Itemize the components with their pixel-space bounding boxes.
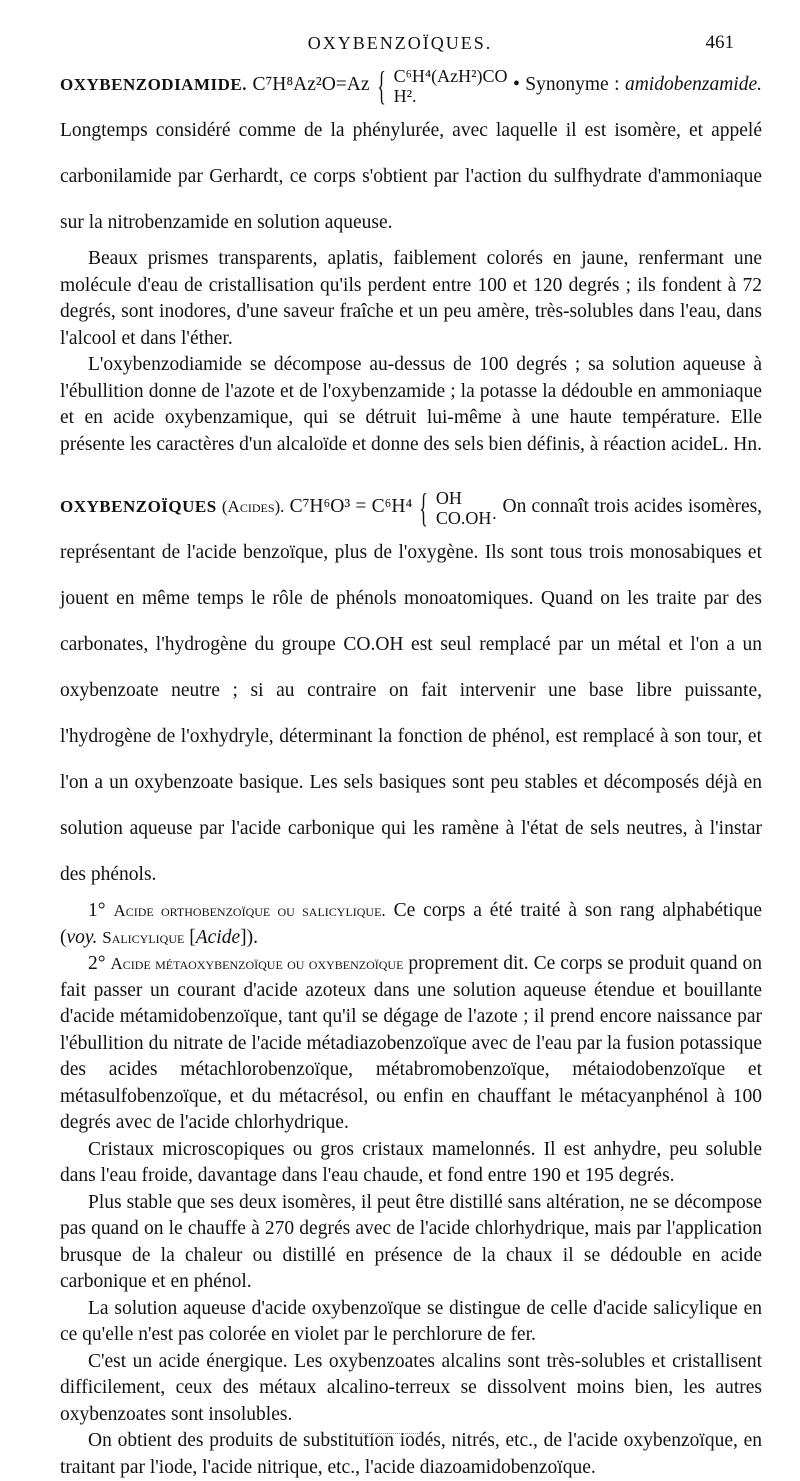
formula-top: OH [435, 487, 462, 508]
formula-bottom: H². [393, 85, 417, 106]
entry-oxybenzoiques [60, 484, 762, 898]
item-end: ]). [240, 926, 258, 948]
after-formula: • Synonyme : [512, 74, 620, 95]
item-text: proprement dit. Ce corps se produit quand on fait passer un courant d'acide azoteux dans une solution aqueuse étendue et bouillante d'acide métamidobenzoïque, tant qu'il se dégage de l'azote ; il prend encore naissance par l'ébullition du nitrate de l'acide métadiazobenzoïque avec de l'eau par la fusion potassique des acides métachlorobenzoïque, métabromobenzoïque, métaiodobenzoïque et métasulfobenzoïque, et du métacrésol, ou enfin en chauffant le métacyanphénol à 100 degrés avec de l'acide chlorhydrique. [60, 953, 762, 1133]
item-heading: Acide métaoxybenzoïque ou oxybenzoïque [110, 954, 404, 973]
item-heading: Acide orthobenzoïque ou salicylique. [113, 901, 386, 920]
headword: OXYBENZOÏQUES [60, 497, 217, 516]
paragraph: Plus stable que ses deux isomères, il peut être distillé sans altération, ne se décompose pas quand on le chauffe à 270 degrés avec de l'acide chlorhydrique, mais par l'application brusque de la chaleur ou distillé en présence de la chaux il se dédouble en acide carbonique et en phénol. [60, 1191, 762, 1292]
footer-rule [360, 1433, 420, 1434]
entry-oxybenzodiamide [60, 62, 762, 246]
paragraph: On obtient des produits de substitution iodés, nitrés, etc., de l'acide oxybenzoïque, en traitant par l'iode, l'acide nitrique, etc., l'acide diazoamidobenzoïque. [60, 1430, 762, 1478]
paragraph: C'est un acide énergique. Les oxybenzoates alcalins sont très-solubles et cristallisent difficilement, ceux des métaux alcalino-terreux se dissolvent moins bien, les autres oxybenzoates sont insolubles. [60, 1350, 762, 1425]
running-title: OXYBENZOÏQUES. [307, 33, 493, 53]
item-text: Ce corps a été traité à son rang alphabétique ( [60, 900, 763, 948]
paragraph: La solution aqueuse d'acide oxybenzoïque se distingue de celle d'acide salicylique en ce qu'elle n'est pas colorée en violet par le perchlorure de fer. [60, 1297, 762, 1345]
paragraph: Longtemps considéré comme de la phénylurée, avec laquelle il est isomère, et appelé carbonilamide par Gerhardt, ce corps s'obtient par l'action du sulfhydrate d'ammoniaque sur la nitrobenzamide en solution aqueuse. [60, 120, 762, 233]
item-1: 1° Acide orthobenzoïque ou salicylique. Ce corps a été traité à son rang alphabétique (voy. Salicylique [Acide]). [60, 900, 763, 948]
paragraph: Cristaux microscopiques ou gros cristaux mamelonnés. Il est anhydre, peu soluble dans l'eau froide, davantage dans l'eau chaude, et fond entre 190 et 195 degrés. [60, 1138, 762, 1186]
formula-bottom: CO.OH· [435, 507, 498, 528]
author-signature: L. Hn. [711, 433, 762, 455]
cross-ref: Salicylique [102, 927, 185, 947]
formula-top: C⁶H⁴(AzH²)CO [393, 65, 508, 86]
synonym: amidobenzamide. [624, 74, 762, 95]
brace-icon: { [377, 62, 386, 108]
entry-label: (Acides). [221, 497, 285, 516]
paragraph: acides isomères, représentant de l'acide benzoïque, plus de l'oxygène. Ils sont tous trois monosabiques et jouent en même temps le rôle de phénols monoatomiques. Quand on les traite par des carbonates, l'hydrogène du groupe CO.OH est seul remplacé par un métal et l'on a un oxybenzoate neutre ; si au contraire on fait intervenir une base libre puissante, l'hydrogène de l'oxhydryle, déterminant la fonction de phénol, est remplacé à son tour, et l'on a un oxybenzoate basique. Les sels basiques sont peu stables et décomposés déjà en solution aqueuse par l'acide carbonique qui les ramène à l'état de sels neutres, à l'instar des phénols. [60, 496, 763, 885]
formula-stack [394, 66, 508, 106]
formula-stack [436, 488, 498, 528]
body-text [60, 62, 762, 1481]
brace-icon: { [419, 484, 429, 530]
item-number: 2° [88, 953, 106, 974]
paragraph: L'oxybenzodiamide se décompose au-dessus de 100 degrés ; sa solution aqueuse à l'ébullition donne de l'azote et de l'oxybenzamide ; la potasse la dédouble en ammoniaque et en acide oxybenzamique, qui se détruit lui-même à une haute température. Elle présente les caractères d'un alcaloïde et donne des sels bien définis, à réaction acide. [60, 354, 762, 455]
voy-ref: voy. [66, 926, 98, 948]
item-2 [60, 951, 762, 1137]
item-number: 1° [88, 900, 106, 921]
page-number: 461 [705, 32, 734, 53]
headword: OXYBENZODIAMIDE. [60, 75, 247, 94]
formula-left: C⁷H⁸Az²O=Az [252, 74, 370, 95]
formula-left: C⁷H⁶O³ = C⁶H⁴ [289, 496, 413, 517]
after-formula: On connaît trois [502, 496, 629, 517]
cross-ref-italic: Acide [195, 926, 241, 948]
paragraph: Beaux prismes transparents, aplatis, faiblement colorés en jaune, renfermant une molécule d'eau de cristallisation qu'ils perdent entre 100 et 120 degrés ; ils fondent à 72 degrés, sont inodores, d'une saveur fraîche et un peu amère, très-solubles dans l'eau, dans l'alcool et dans l'éther. [60, 248, 762, 349]
page-header [0, 30, 800, 58]
